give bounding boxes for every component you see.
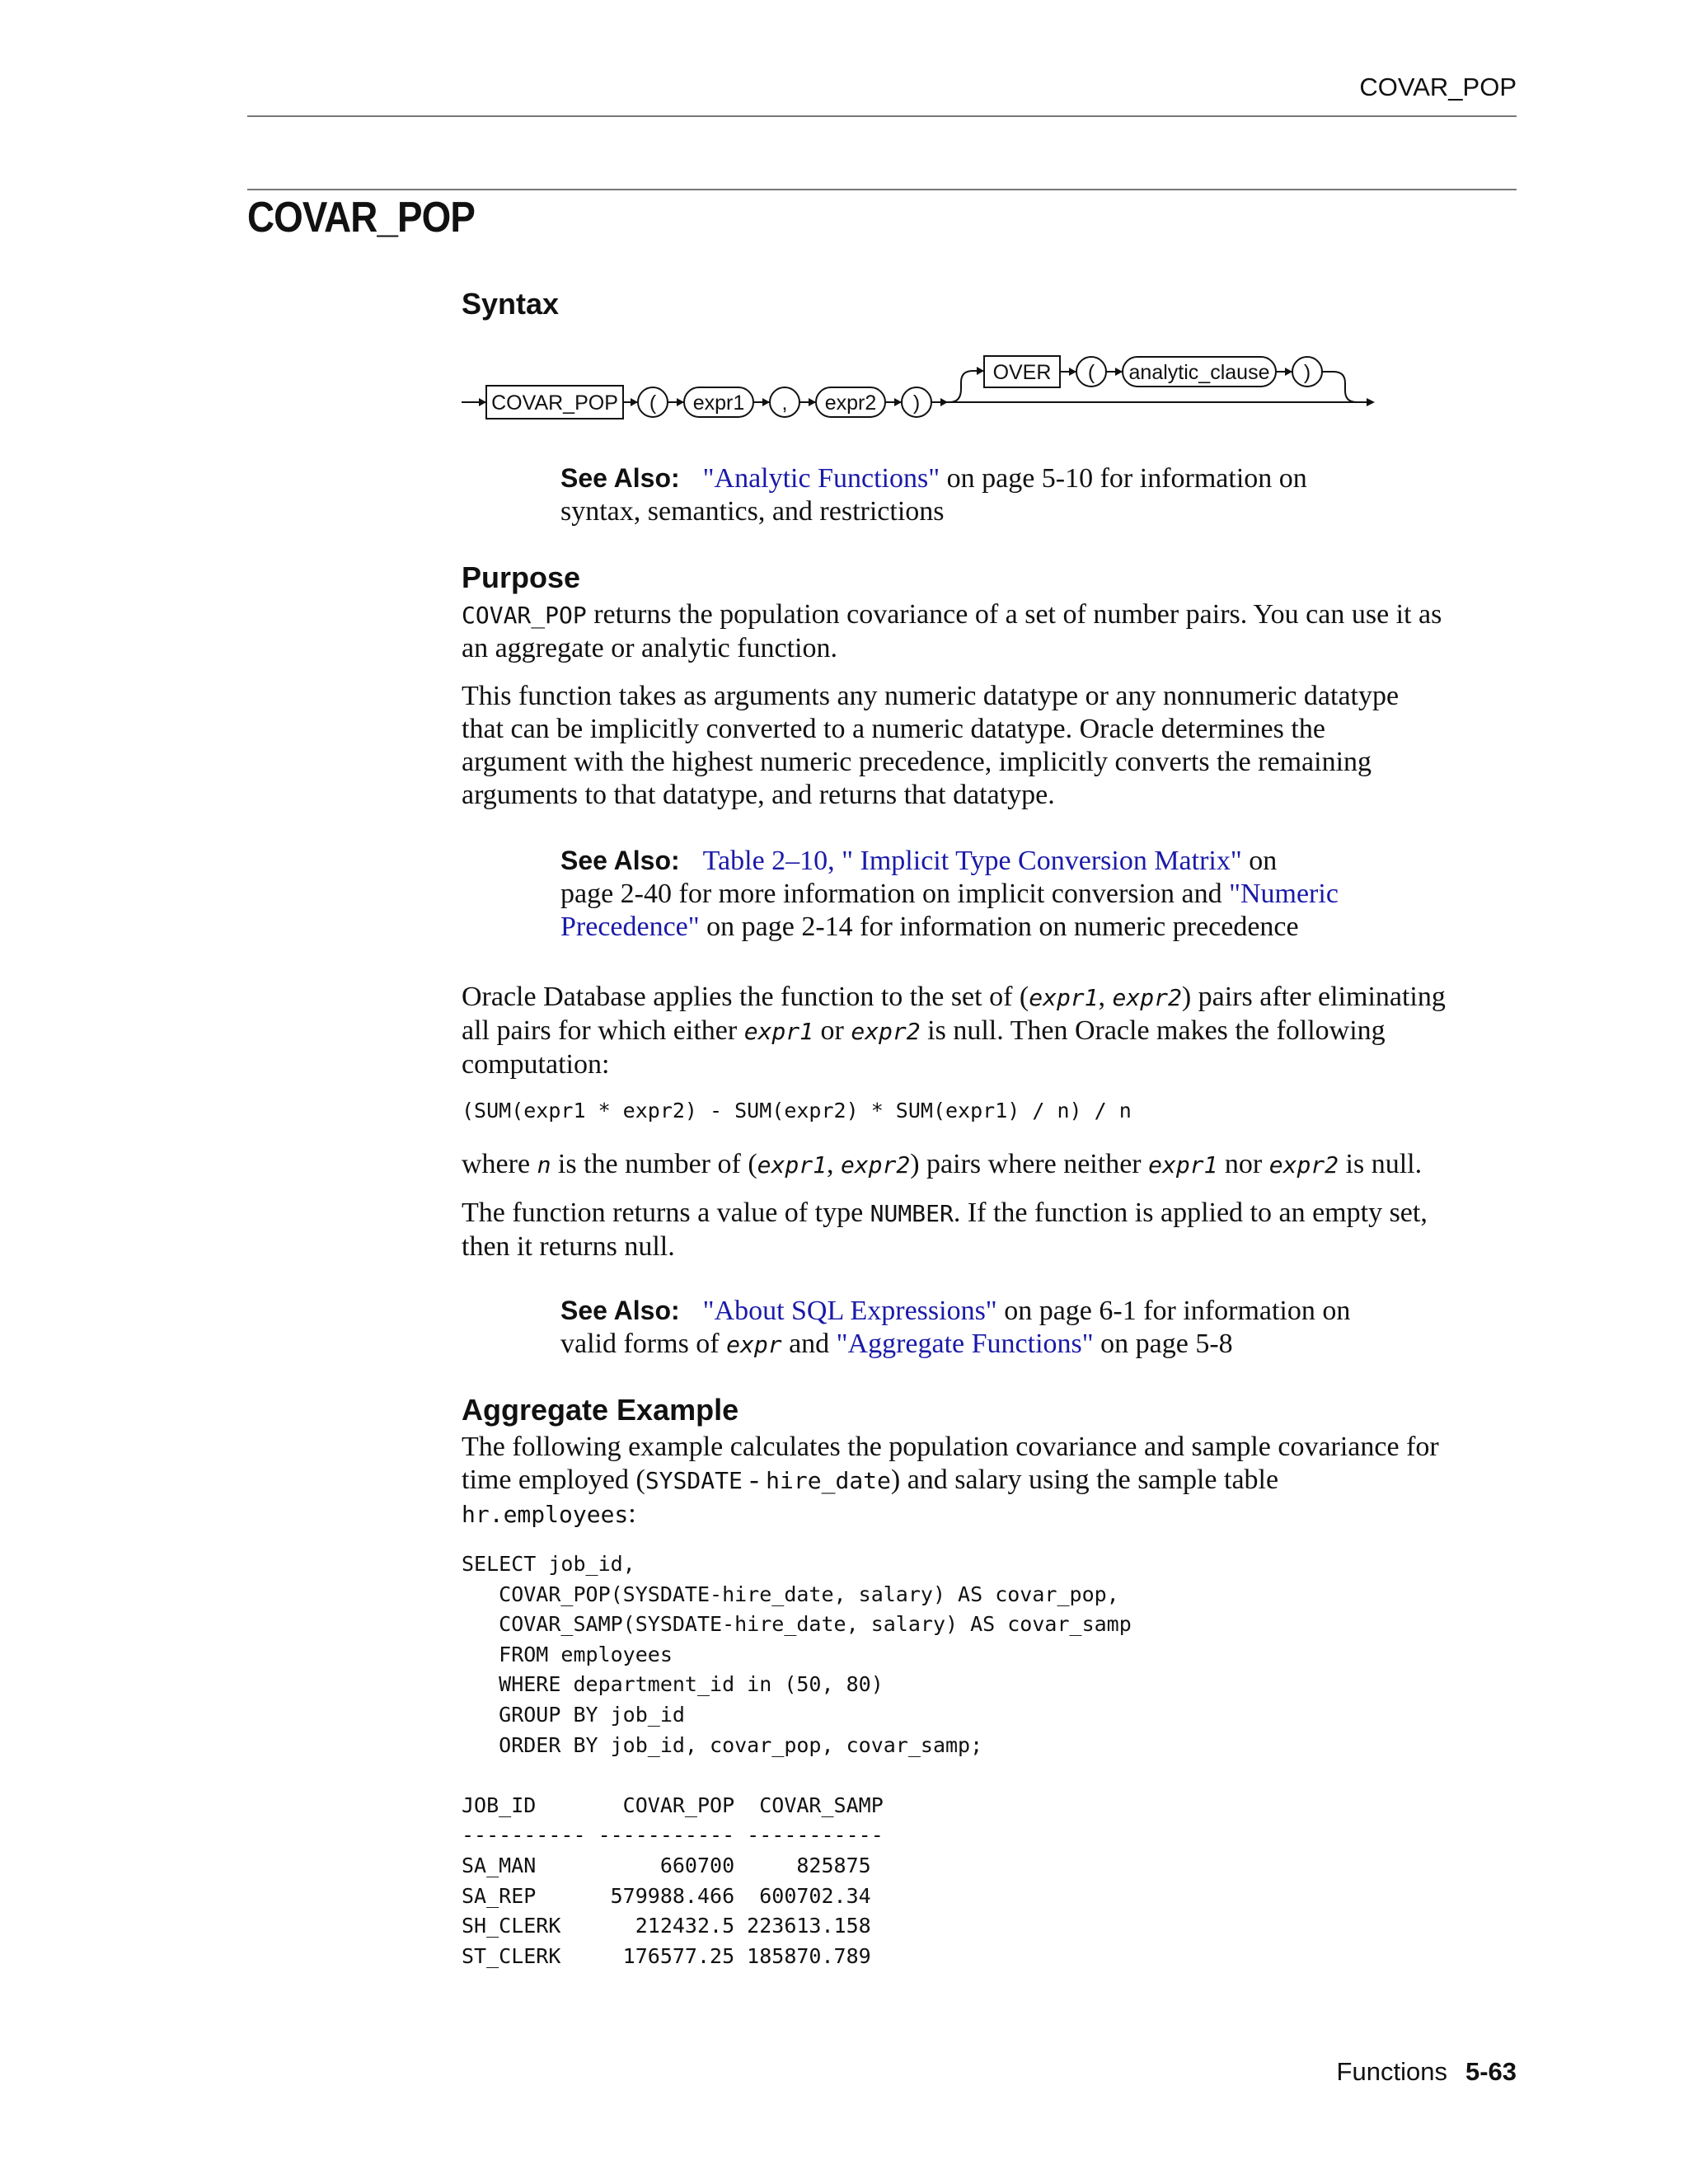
text-span: Oracle Database applies the function to the set of ( [462, 982, 1029, 1012]
text-span: . If the function is applied to an empty set, [953, 1197, 1428, 1228]
see-also-text: valid forms of [560, 1329, 727, 1359]
see-also-analytic [560, 462, 1467, 528]
see-also-text: on page 5-10 for information on [940, 463, 1307, 494]
function-name-label: COVAR_POP [491, 391, 618, 415]
return-paragraph [462, 1197, 1517, 1263]
aggregate-example-section [462, 1393, 1517, 1971]
text-span: that can be implicitly converted to a numeric datatype. Oracle determines the [462, 714, 1325, 744]
aggregate-example-code: SELECT job_id, COVAR_POP(SYSDATE-hire_date, salary) AS covar_pop, COVAR_SAMP(SYSDATE-hire_date, salary) AS covar_samp FROM employees WHERE department_id in (50, 80) GROUP BY job_id ORDER BY job_id, covar_pop, covar_samp; JOB_ID COVAR_POP COVAR_SAMP ---------- ----------- ----------- SA_MAN 660700 825875 SA_REP 579988.466 600702.34 SH_CLERK 212432.5 223613.158 ST_CLERK 176577.25 185870.789 [462, 1552, 1132, 1968]
title-rule [247, 189, 1517, 190]
see-also-text: syntax, semantics, and restrictions [560, 496, 945, 527]
inline-code: hire_date [766, 1467, 891, 1494]
see-also-text: and [781, 1329, 837, 1359]
see-also-expressions [560, 1294, 1467, 1361]
inline-code: COVAR_POP [462, 602, 587, 629]
syntax-section [462, 287, 1517, 321]
analytic-functions-link[interactable]: "Analytic Functions" [702, 463, 940, 494]
text-span: an aggregate or analytic function. [462, 633, 837, 663]
inline-code: hr.employees [462, 1501, 629, 1528]
close-paren-label: ) [912, 391, 921, 415]
text-span: : [628, 1498, 636, 1529]
text-span: is the number of ( [551, 1148, 757, 1179]
text-span: - [742, 1465, 767, 1495]
text-span: is null. Then Oracle makes the following [920, 1015, 1386, 1046]
formula-code: (SUM(expr1 * expr2) - SUM(expr2) * SUM(expr1) / n) / n [462, 1099, 1132, 1122]
text-span: The following example calculates the population covariance and sample covariance for [462, 1432, 1439, 1462]
over-keyword-label: OVER [992, 361, 1052, 384]
text-span: or [814, 1015, 851, 1046]
footer-page-number: 5-63 [1465, 2057, 1517, 2086]
running-header: COVAR_POP [1359, 73, 1517, 101]
text-span: argument with the highest numeric precedence, implicitly converts the remaining [462, 747, 1372, 777]
inline-code: expr1 [757, 1151, 827, 1179]
purpose-paragraph-2 [462, 680, 1517, 812]
text-span: This function takes as arguments any numeric datatype or any nonnumeric datatype [462, 681, 1400, 711]
see-also-text: page 2-40 for more information on implicit conversion and [560, 879, 1230, 909]
inline-code: expr2 [1112, 984, 1182, 1011]
text-span: ) pairs where neither [910, 1148, 1149, 1179]
text-span: computation: [462, 1049, 610, 1080]
expr1-label: expr1 [692, 391, 745, 415]
text-span: The function returns a value of type [462, 1197, 870, 1228]
inline-code: n [537, 1151, 551, 1179]
open-paren-label: ( [649, 391, 657, 415]
see-also-text: on page 2-14 for information on numeric precedence [699, 912, 1299, 942]
inline-code: expr2 [1268, 1151, 1339, 1179]
aggregate-example-heading: Aggregate Example [462, 1393, 739, 1427]
inline-code: NUMBER [870, 1199, 954, 1227]
numeric-precedence-link-cont[interactable]: Precedence" [560, 912, 700, 942]
text-span: arguments to that datatype, and returns that datatype. [462, 780, 1055, 810]
inline-code: expr1 [1148, 1151, 1218, 1179]
page-title: COVAR_POP [247, 194, 476, 241]
inline-code: expr1 [1029, 984, 1099, 1011]
expr2-label: expr2 [824, 391, 877, 415]
text-span: nor [1217, 1148, 1269, 1179]
aggregate-functions-link[interactable]: "Aggregate Functions" [836, 1329, 1094, 1359]
computation-section [462, 981, 1517, 1263]
purpose-section [462, 560, 1517, 812]
over-open-paren-label: ( [1087, 361, 1095, 384]
see-also-text: on page 6-1 for information on [996, 1296, 1351, 1326]
sql-expressions-link[interactable]: "About SQL Expressions" [702, 1296, 997, 1326]
text-span: time employed ( [462, 1465, 645, 1495]
inline-code: expr2 [851, 1018, 921, 1045]
analytic-clause-label: analytic_clause [1128, 361, 1270, 384]
over-close-paren-label: ) [1303, 361, 1311, 384]
text-span: then it returns null. [462, 1230, 675, 1262]
text-span: ) pairs after eliminating [1181, 982, 1446, 1012]
numeric-precedence-link[interactable]: "Numeric [1229, 879, 1339, 909]
text-span: returns the population covariance of a set of number pairs. You can use it as [586, 599, 1442, 630]
footer-section: Functions [1336, 2057, 1447, 2086]
see-also-label: See Also: [560, 463, 680, 493]
inline-code: expr1 [743, 1018, 814, 1045]
see-also-text: on [1241, 846, 1278, 876]
purpose-paragraph-1 [462, 598, 1517, 665]
conversion-matrix-link[interactable]: Table 2–10, " Implicit Type Conversion Matrix" [702, 846, 1242, 876]
inline-code: SYSDATE [645, 1467, 743, 1494]
inline-code: expr2 [840, 1151, 911, 1179]
see-also-label: See Also: [560, 846, 680, 875]
text-span: , [826, 1148, 841, 1179]
computation-paragraph [462, 981, 1517, 1081]
text-span: , [1098, 982, 1113, 1012]
see-also-text: on page 5-8 [1093, 1329, 1233, 1359]
purpose-heading: Purpose [462, 560, 581, 594]
syntax-heading: Syntax [462, 287, 560, 321]
syntax-diagram [462, 346, 1401, 429]
page-footer [989, 2057, 1517, 2087]
text-span: all pairs for which either [462, 1015, 744, 1046]
text-span: ) and salary using the sample table [890, 1465, 1279, 1495]
see-also-conversion [560, 844, 1467, 944]
text-span: where [462, 1148, 537, 1179]
comma-label: , [781, 391, 788, 415]
where-paragraph [462, 1148, 1517, 1182]
inline-code: expr [726, 1331, 782, 1358]
header-rule [247, 115, 1517, 117]
see-also-label: See Also: [560, 1296, 680, 1325]
text-span: is null. [1339, 1148, 1423, 1179]
aggregate-example-intro [462, 1431, 1517, 1531]
